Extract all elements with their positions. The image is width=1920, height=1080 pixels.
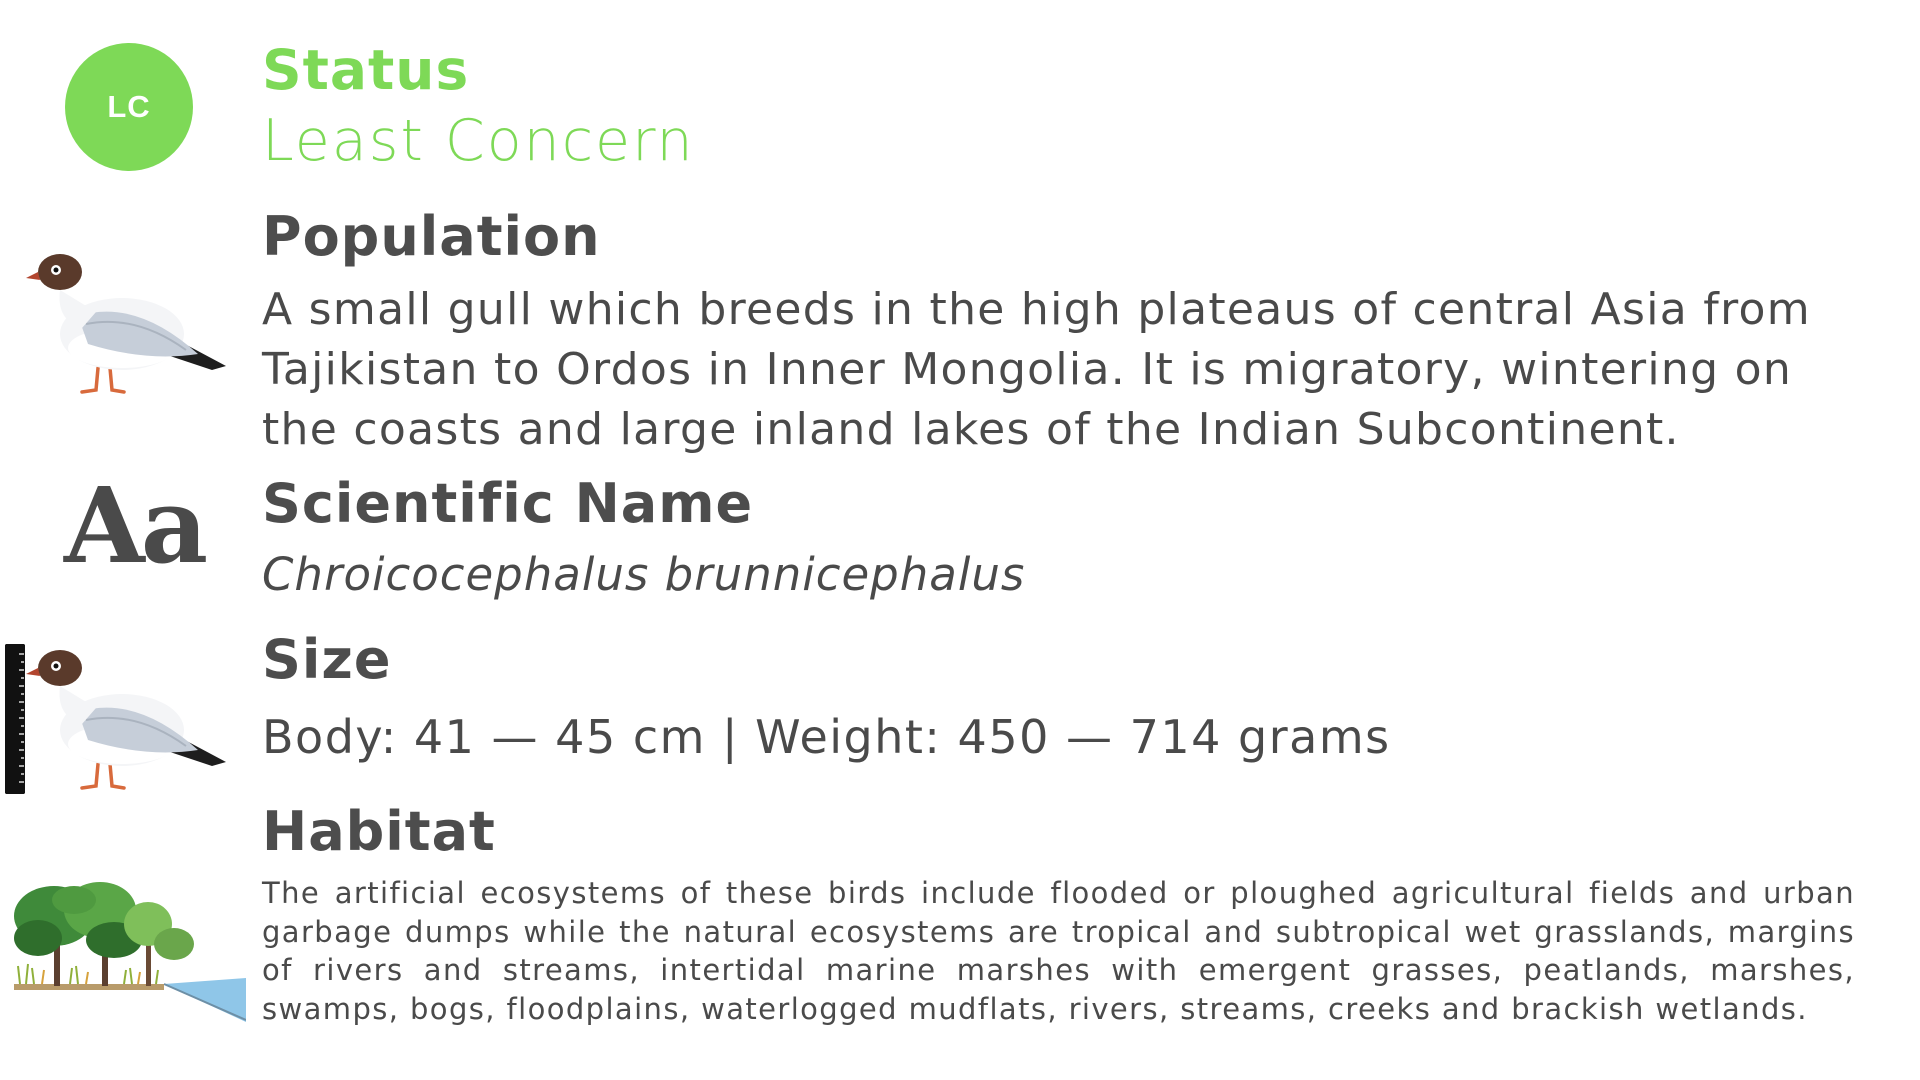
habitat-heading: Habitat: [262, 800, 496, 863]
size-heading: Size: [262, 628, 392, 691]
ruler-icon: [5, 644, 25, 794]
scientific-name-value: Chroicocephalus brunnicephalus: [262, 548, 1026, 601]
status-badge: [65, 43, 193, 171]
size-value: Body: 41 — 45 cm | Weight: 450 — 714 grams: [262, 710, 1391, 764]
population-heading: Population: [262, 205, 601, 268]
status-badge-label: LC: [107, 89, 151, 124]
scientific-name-heading: Scientific Name: [262, 472, 754, 535]
population-line: Tajikistan to Ordos in Inner Mongolia. It is migratory, wintering on: [262, 344, 1793, 395]
population-line: the coasts and large inland lakes of the Indian Subcontinent.: [262, 404, 1680, 455]
population-line: A small gull which breeds in the high plateaus of central Asia from: [262, 284, 1811, 335]
population-description: [262, 280, 1811, 460]
status-heading: Status: [262, 38, 470, 102]
gull-icon: [26, 250, 230, 400]
typography-icon: Aa: [64, 464, 205, 587]
habitat-description: The artificial ecosystems of these birds include flooded or ploughed agricultural fields and urban garbage dumps while the natural ecosystems are tropical and subtropical wet grasslands, margins of rivers and streams, intertidal marine marshes with emergent grasses, peatlands, marshes, swamps, bogs, floodplains, waterlogged mudflats, rivers, streams, creeks and brackish wetlands.: [262, 876, 1855, 1026]
gull-icon: [26, 646, 230, 796]
status-value: Least Concern: [262, 108, 695, 174]
wetland-habitat-icon: [14, 880, 246, 1030]
